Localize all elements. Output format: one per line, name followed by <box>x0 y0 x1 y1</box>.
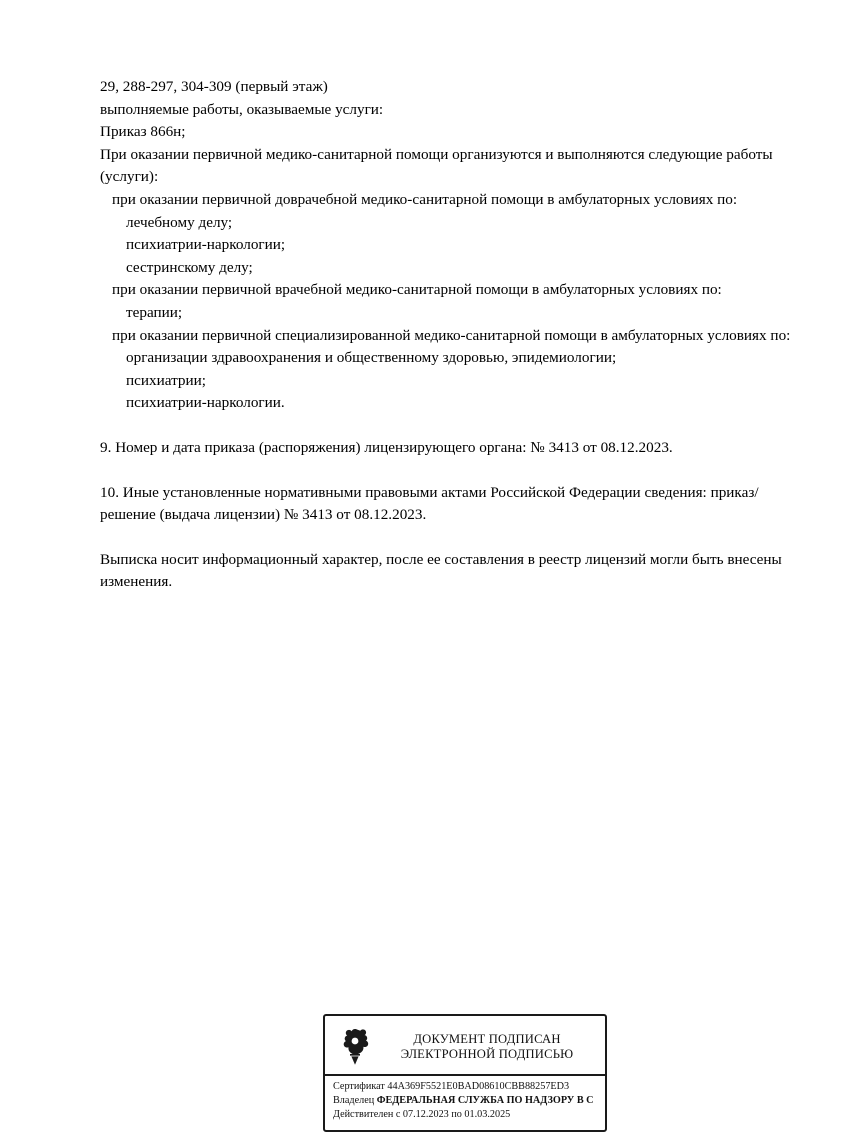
list-item-lechebnoe-delo: лечебному делу; <box>126 213 233 231</box>
paragraph-address: 29, 288-297, 304-309 (первый этаж) <box>100 78 328 95</box>
list-item-nursing: сестринскому делу; <box>126 258 253 276</box>
list-item-psychiatry: психиатрии; <box>126 371 206 389</box>
stamp-certificate-line <box>333 1080 605 1094</box>
stamp-certificate-value: 44A369F5521E0BAD08610CBB88257ED3 <box>387 1080 570 1092</box>
paragraph-item-10: 10. Иные установленные нормативными правовыми актами Российской Федерации сведения: приказ/решение (выдача лицензии) № 3413 от 08.12.2023. <box>100 483 759 524</box>
spacer <box>100 460 812 482</box>
spacer <box>100 415 812 437</box>
electronic-signature-stamp <box>323 1014 607 1132</box>
stamp-owner-line <box>333 1094 605 1108</box>
paragraph-primary-care-intro: При оказании первичной медико-санитарной помощи организуются и выполняются следующие работы (услуги): <box>100 145 777 186</box>
stamp-owner-value: ФЕДЕРАЛЬНАЯ СЛУЖБА ПО НАДЗОРУ В С <box>376 1094 594 1106</box>
russian-coat-of-arms-icon <box>335 1025 375 1069</box>
paragraph-order-866n: Приказ 866н; <box>100 123 186 141</box>
list-item-psychiatry-narcology-2: психиатрии-наркологии. <box>126 394 285 412</box>
document-text-body <box>100 76 812 594</box>
stamp-title-line-1: ДОКУМЕНТ ПОДПИСАН <box>413 1032 561 1046</box>
list-item-therapy: терапии; <box>126 303 183 321</box>
paragraph-specialized-care: при оказании первичной специализированной медико-санитарной помощи в амбулаторных условиях по: <box>112 326 791 344</box>
stamp-header <box>325 1016 605 1072</box>
list-item-psychiatry-narcology: психиатрии-наркологии; <box>126 236 286 254</box>
stamp-certificate-label: Сертификат <box>333 1080 385 1092</box>
paragraph-works-heading: выполняемые работы, оказываемые услуги: <box>100 100 384 118</box>
paragraph-disclaimer: Выписка носит информационный характер, после ее составления в реестр лицензий могли быть внесены изменения. <box>100 550 786 591</box>
stamp-owner-label: Владелец <box>333 1094 375 1106</box>
paragraph-prehospital-care: при оказании первичной доврачебной медико-санитарной помощи в амбулаторных условиях по: <box>112 190 738 208</box>
stamp-details <box>325 1076 605 1123</box>
stamp-title-line-2: ЭЛЕКТРОННОЙ ПОДПИСЬЮ <box>400 1047 574 1061</box>
paragraph-physician-care: при оказании первичной врачебной медико-санитарной помощи в амбулаторных условиях по: <box>112 281 722 299</box>
paragraph-item-9: 9. Номер и дата приказа (распоряжения) лицензирующего органа: № 3413 от 08.12.2023. <box>100 438 673 456</box>
list-item-health-organization: организации здравоохранения и общественному здоровью, эпидемиологии; <box>126 349 617 367</box>
spacer <box>100 527 812 549</box>
stamp-validity-line: Действителен с 07.12.2023 по 01.03.2025 <box>333 1109 511 1121</box>
stamp-title <box>375 1032 597 1062</box>
